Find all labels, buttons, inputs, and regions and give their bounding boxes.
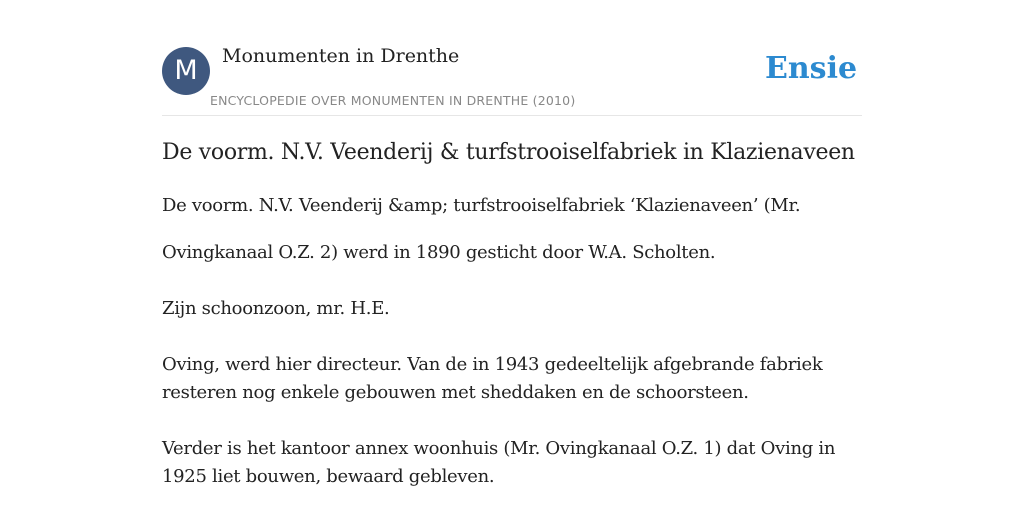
brand-logo[interactable]: Ensie — [765, 51, 858, 86]
article-paragraph: Verder is het kantoor annex woonhuis (Mr. Ovingkanaal O.Z. 1) dat Oving in 1925 liet bouwen, bewaard gebleven. — [162, 438, 836, 487]
avatar[interactable]: M — [162, 47, 210, 95]
header-divider — [162, 115, 862, 116]
site-subtitle: ENCYCLOPEDIE OVER MONUMENTEN IN DRENTHE (2010) — [210, 93, 576, 108]
article-paragraph: Oving, werd hier directeur. Van de in 1943 gedeeltelijk afgebrande fabriek resteren nog enkele gebouwen met sheddaken en de schoorsteen. — [162, 354, 823, 403]
article-paragraph: Ovingkanaal O.Z. 2) werd in 1890 gesticht door W.A. Scholten. — [162, 242, 716, 263]
article-title: De voorm. N.V. Veenderij & turfstrooiselfabriek in Klazienaveen — [162, 140, 855, 165]
article-paragraph: Zijn schoonzoon, mr. H.E. — [162, 298, 390, 319]
site-title[interactable]: Monumenten in Drenthe — [222, 45, 460, 67]
article-paragraph: De voorm. N.V. Veenderij &amp; turfstrooiselfabriek ‘Klazienaveen’ (Mr. — [162, 195, 801, 216]
